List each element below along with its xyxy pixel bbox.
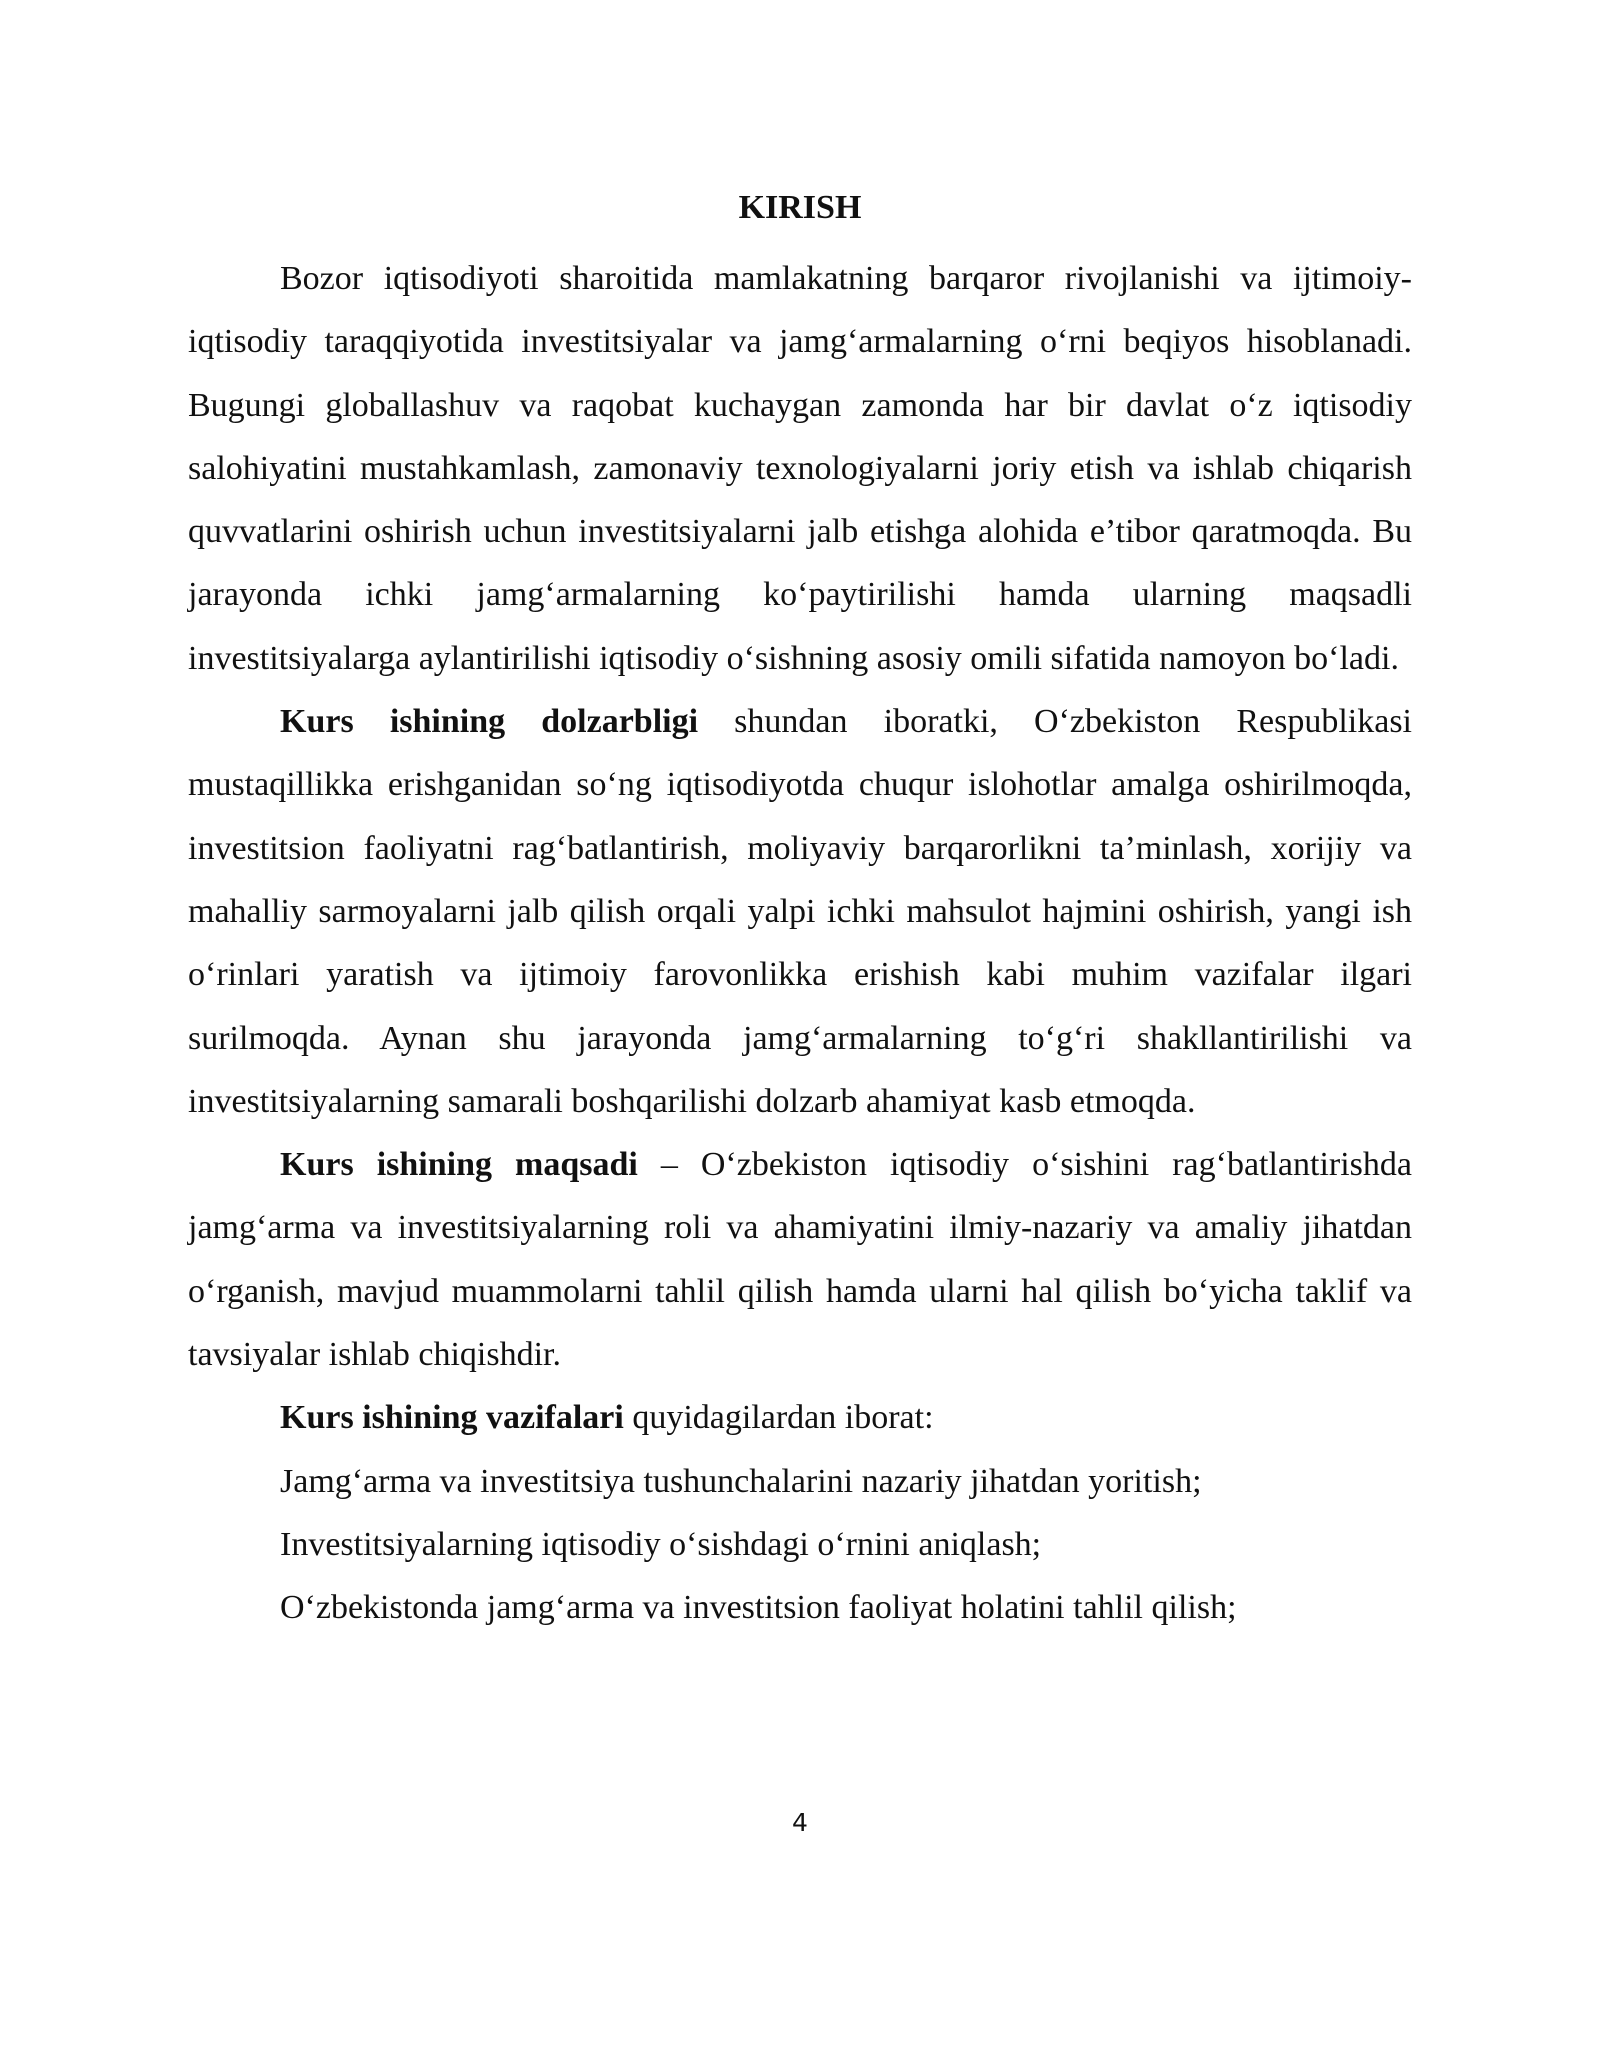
task-item: O‘zbekistonda jamg‘arma va investitsion faoliyat holatini tahlil qilish; xyxy=(280,1589,1237,1627)
relevance-paragraph xyxy=(188,690,1412,1133)
task-item: Jamg‘arma va investitsiya tushunchalarini nazariy jihatdan yoritish; xyxy=(280,1462,1202,1500)
goal-text: – O‘zbekiston iqtisodiy o‘sishini rag‘batlantirishda jamg‘arma va investitsiyalarning roli va ahamiyatini ilmiy-nazariy va amaliy jihatdan o‘rganish, mavjud muammolarni tahlil qilish hamda ularni hal qilish bo‘yicha taklif va tavsiyalar ishlab chiqishdir. xyxy=(188,1146,1412,1374)
relevance-text: shundan iboratki, O‘zbekiston Respublikasi mustaqillikka erishganidan so‘ng iqtisodiyotda chuqur islohotlar amalga oshirilmoqda, investitsion faoliyatni rag‘batlantirish, moliyaviy barqarorlikni ta’minlash, xorijiy va mahalliy sarmoyalarni jalb qilish orqali yalpi ichki mahsulot hajmini oshirish, yangi ish o‘rinlari yaratish va ijtimoiy farovonlikka erishish kabi muhim vazifalar ilgari surilmoqda. Aynan shu jarayonda jamg‘armalarning to‘g‘ri shakllantirilishi va investitsiyalarning samarali boshqarilishi dolzarb ahamiyat kasb etmoqda. xyxy=(188,703,1413,1120)
intro-paragraph: Bozor iqtisodiyoti sharoitida mamlakatning barqaror rivojlanishi va ijtimoiy-iqtisodiy taraqqiyotida investitsiyalar va jamg‘armalarning o‘rni beqiyos hisoblanadi. Bugungi globallashuv va raqobat kuchaygan zamonda har bir davlat o‘z iqtisodiy salohiyatini mustahkamlash, zamonaviy texnologiyalarni joriy etish va ishlab chiqarish quvvatlarini oshirish uchun investitsiyalarni jalb etishga alohida e’tibor qaratmoqda. Bu jarayonda ichki jamg‘armalarning ko‘paytirilishi hamda ularning maqsadli investitsiyalarga aylantirilishi iqtisodiy o‘sishning asosiy omili sifatida namoyon bo‘ladi. xyxy=(188,260,1412,677)
tasks-intro xyxy=(188,1386,1412,1449)
goal-label: Kurs ishining maqsadi xyxy=(280,1146,638,1184)
page-number: 4 xyxy=(792,1808,808,1837)
body-text xyxy=(188,247,1412,1640)
goal-paragraph xyxy=(188,1133,1412,1386)
tasks-text: quyidagilardan iborat: xyxy=(623,1399,934,1437)
section-heading: KIRISH xyxy=(738,189,862,226)
task-item: Investitsiyalarning iqtisodiy o‘sishdagi o‘rnini aniqlash; xyxy=(280,1525,1042,1563)
tasks-label: Kurs ishining vazifalari xyxy=(280,1399,624,1437)
relevance-label: Kurs ishining dolzarbligi xyxy=(280,703,699,741)
